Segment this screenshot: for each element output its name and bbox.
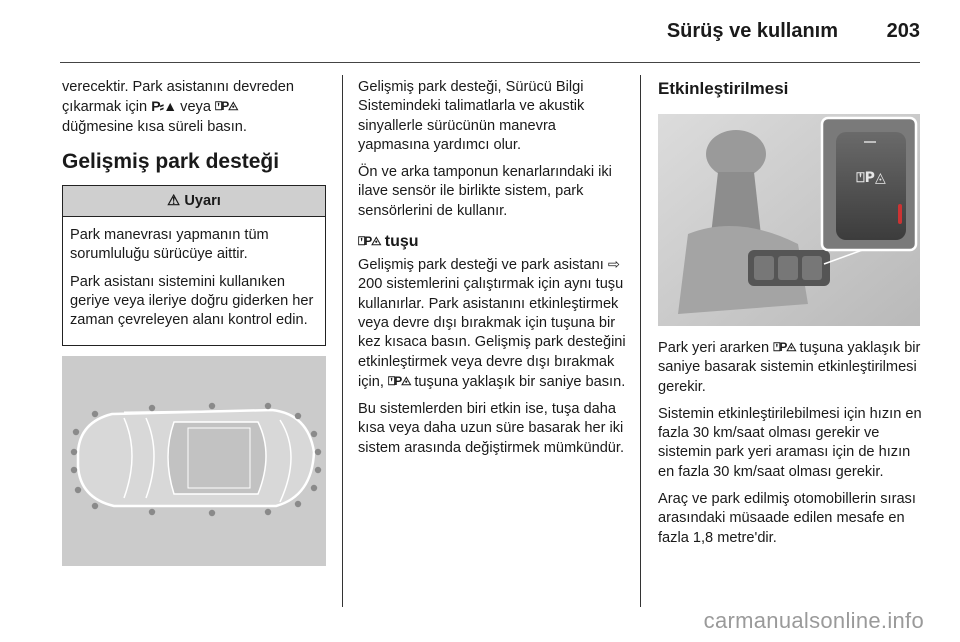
subheading-text: tuşu	[384, 233, 419, 251]
paragraph-2: Sistemin etkinleştirilebilmesi için hızın en fazla 30 km/saat olması gerekir ve sistemin park yeri araması için de hızın en fazla 30 km/saat olması gerekir.	[658, 405, 922, 480]
intro-line-2b: veya	[180, 99, 211, 116]
paragraph-3: Araç ve park edilmiş otomobillerin sırası arasındaki müsaade edilen mesafe en fazla 1,8 metre'dir.	[658, 491, 916, 546]
column-1	[62, 78, 326, 566]
paragraph-1a: Park yeri ararken	[658, 340, 770, 356]
advanced-park-button-icon: ⍞P◬	[388, 373, 411, 388]
advanced-park-button-icon: ⍞P◬	[358, 234, 381, 249]
warning-body	[63, 217, 325, 344]
warning-box	[62, 185, 326, 346]
paragraph-2: Ön ve arka tamponun kenarlarındaki iki ilave sensör ile birlikte sistem, park sensörlerini de kullanır.	[358, 164, 612, 219]
advanced-park-button-icon: ⍞P◬	[215, 99, 238, 114]
paragraph-1: Gelişmiş park desteği, Sürücü Bilgi Sistemindeki talimatlarla ve akustik sinyallerle sürücünün manevra yapmasına yardımcı olur.	[358, 79, 585, 153]
gear-shift-button-photo-icon	[658, 114, 920, 326]
paragraph-1	[658, 338, 926, 397]
column-3	[658, 78, 926, 556]
intro-line-3: düğmesine kısa süreli basın.	[62, 118, 247, 135]
paragraph-3a: Gelişmiş park desteği ve park asistanı	[358, 257, 604, 274]
section-heading: Gelişmiş park desteği	[62, 149, 280, 173]
warning-paragraph-1: Park manevrası yapmanın tüm sorumluluğu sürücüye aittir.	[70, 227, 269, 263]
reference-arrow-icon: ⇨	[607, 257, 621, 274]
column-divider-1	[342, 75, 343, 607]
warning-triangle-icon: ⚠	[167, 192, 181, 209]
warning-paragraph-2: Park asistanı sistemini kullanıken geriye veya ileriye doğru giderken her zaman çevreleyen alanı kontrol edin.	[70, 273, 314, 329]
column-divider-2	[640, 75, 641, 607]
watermark: carmanualsonline.info	[703, 608, 924, 633]
warning-title: Uyarı	[184, 192, 221, 209]
page-number: 203	[886, 20, 920, 42]
column-2	[358, 78, 628, 466]
paragraph-3b: 200 sistemlerini çalıştırmak için aynı tuşu kullanırlar. Park asistanını etkinleştirmek veya devre dışı bırakmak için tuşuna bir kez kısaca basın. Gelişmiş park desteğini etkinleştirmek veya devre dışı bırakmak için,	[358, 276, 626, 390]
intro-line-1: verecektir. Park asistanını devreden	[62, 79, 294, 95]
advanced-park-button-icon: ⍞P◬	[773, 340, 796, 354]
inset-button-label: ⍞P◬	[856, 170, 886, 186]
paragraph-3c: tuşuna yaklaşık bir saniye basın.	[414, 373, 626, 390]
paragraph-1b: tuşuna yaklaşık bir saniye basarak sistemin etkinleştirilmesi gerekir.	[658, 340, 921, 395]
warning-header	[63, 186, 325, 217]
paragraph-4: Bu sistemlerden biri etkin ise, tuşa daha kısa veya daha uzun süre basarak her iki sistem arasında değiştirmek mümkündür.	[358, 401, 625, 456]
intro-text	[62, 78, 326, 137]
header-rule	[60, 62, 920, 63]
car-sensor-diagram-icon	[62, 356, 326, 566]
park-assist-icon: P⸗▲	[151, 98, 177, 115]
header-title: Sürüş ve kullanım	[666, 20, 838, 42]
page-header	[0, 0, 960, 64]
activation-heading: Etkinleştirilmesi	[658, 79, 789, 98]
button-subheading	[358, 231, 628, 252]
paragraph-3	[358, 256, 628, 392]
intro-line-2a: çıkarmak için	[62, 99, 148, 116]
